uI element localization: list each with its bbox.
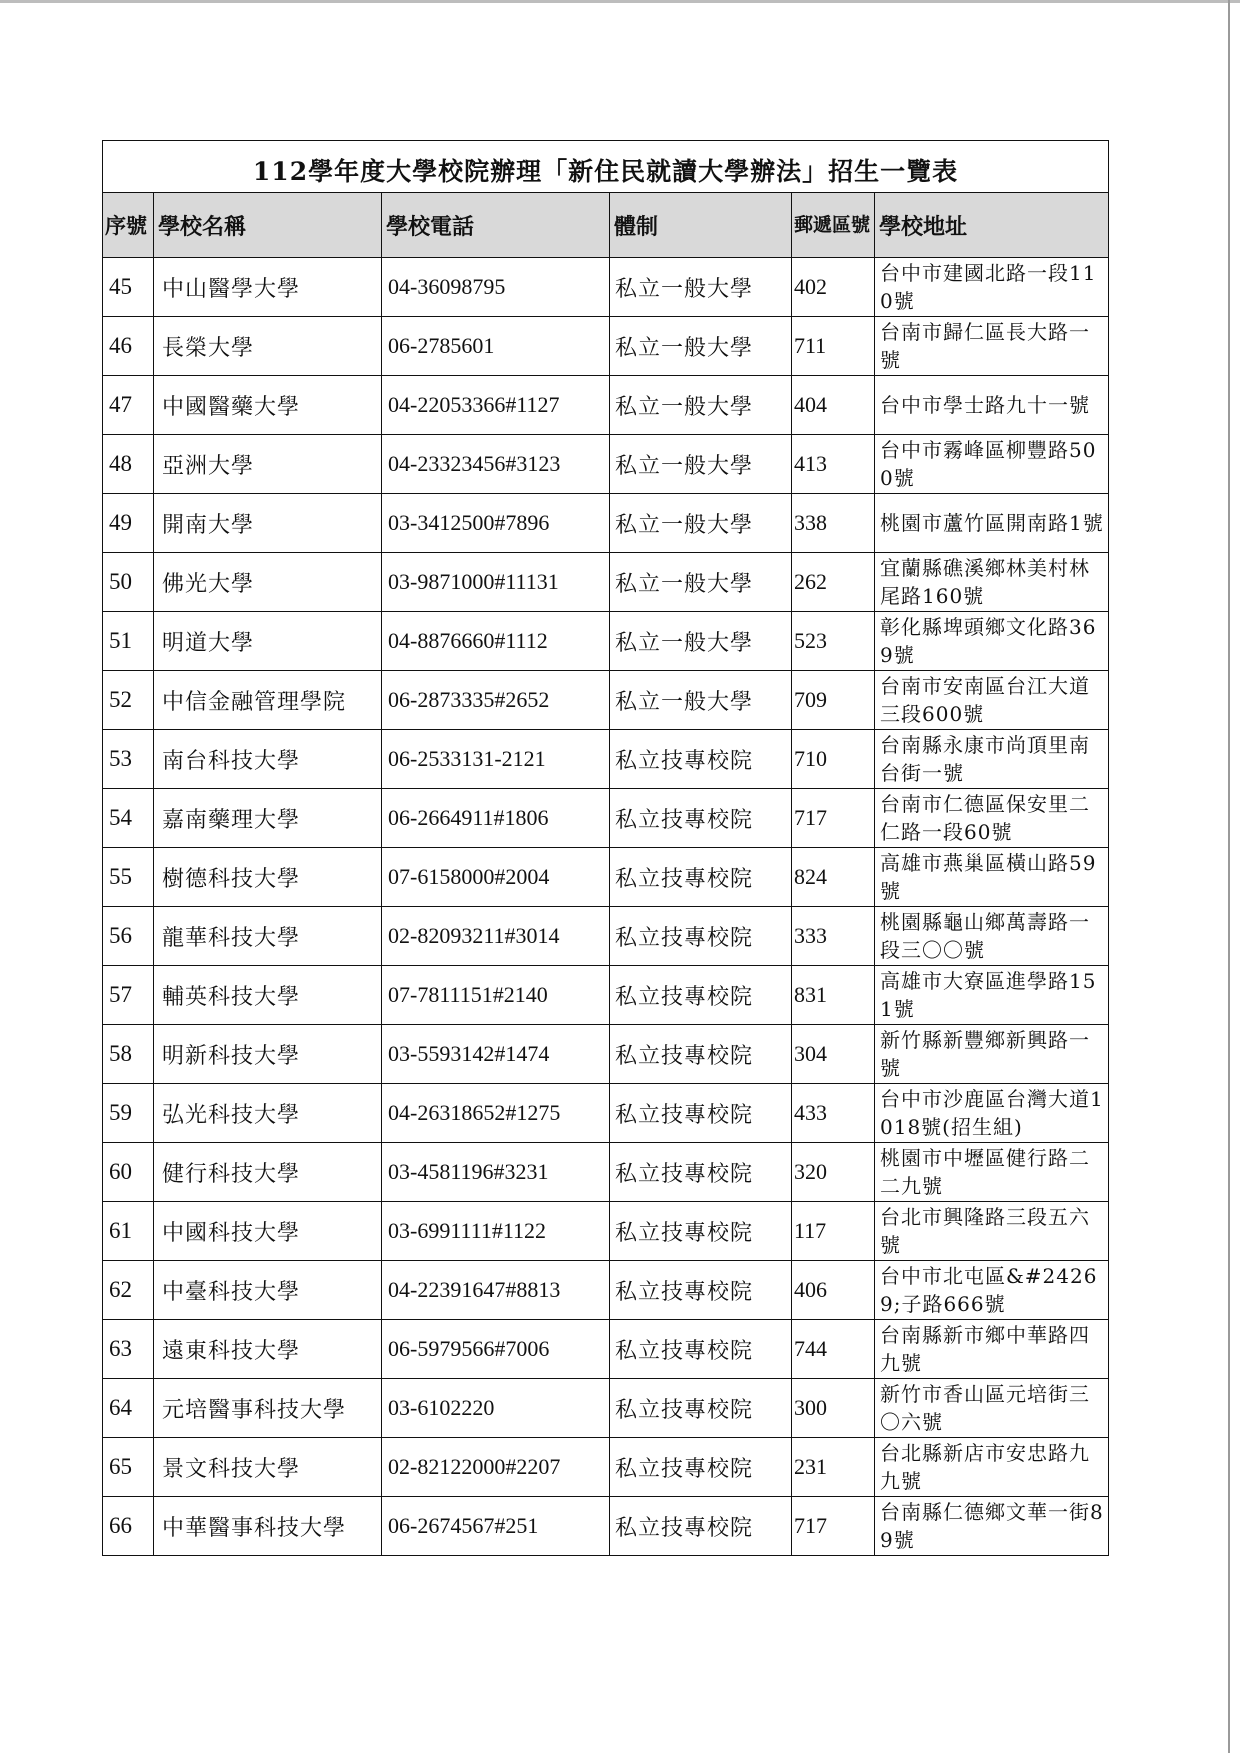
cell-school-name: 輔英科技大學 — [154, 966, 382, 1025]
cell-postal-code: 717 — [792, 789, 875, 848]
cell-school-type: 私立技專校院 — [610, 730, 792, 789]
cell-school-name: 景文科技大學 — [154, 1438, 382, 1497]
table-row — [103, 907, 1109, 966]
cell-phone: 07-6158000#2004 — [382, 848, 610, 907]
cell-address: 台北縣新店市安忠路九九號 — [875, 1438, 1109, 1497]
table-row — [103, 553, 1109, 612]
cell-postal-code: 744 — [792, 1320, 875, 1379]
cell-school-type: 私立技專校院 — [610, 1143, 792, 1202]
cell-postal-code: 117 — [792, 1202, 875, 1261]
cell-seq: 54 — [103, 789, 154, 848]
cell-school-name: 樹德科技大學 — [154, 848, 382, 907]
table-row — [103, 1025, 1109, 1084]
cell-seq: 49 — [103, 494, 154, 553]
table-row — [103, 494, 1109, 553]
table-row — [103, 1320, 1109, 1379]
table-row — [103, 848, 1109, 907]
cell-school-type: 私立技專校院 — [610, 1320, 792, 1379]
table-row — [103, 435, 1109, 494]
cell-postal-code: 338 — [792, 494, 875, 553]
cell-school-name: 佛光大學 — [154, 553, 382, 612]
cell-school-name: 中國科技大學 — [154, 1202, 382, 1261]
cell-postal-code: 406 — [792, 1261, 875, 1320]
cell-school-type: 私立技專校院 — [610, 1025, 792, 1084]
cell-postal-code: 404 — [792, 376, 875, 435]
cell-school-type: 私立技專校院 — [610, 1379, 792, 1438]
cell-phone: 07-7811151#2140 — [382, 966, 610, 1025]
cell-seq: 51 — [103, 612, 154, 671]
table-row — [103, 1261, 1109, 1320]
table-row — [103, 1497, 1109, 1556]
cell-school-name: 元培醫事科技大學 — [154, 1379, 382, 1438]
cell-school-type: 私立技專校院 — [610, 1438, 792, 1497]
cell-phone: 02-82122000#2207 — [382, 1438, 610, 1497]
cell-postal-code: 320 — [792, 1143, 875, 1202]
cell-school-type: 私立技專校院 — [610, 789, 792, 848]
cell-phone: 06-2664911#1806 — [382, 789, 610, 848]
table-row — [103, 317, 1109, 376]
table-title: 112學年度大學校院辦理「新住民就讀大學辦法」招生一覽表 — [103, 141, 1109, 193]
table-row — [103, 376, 1109, 435]
cell-school-name: 開南大學 — [154, 494, 382, 553]
cell-seq: 66 — [103, 1497, 154, 1556]
header-phone: 學校電話 — [382, 193, 610, 258]
cell-phone: 06-2533131-2121 — [382, 730, 610, 789]
header-postal: 郵遞區號 — [792, 193, 875, 258]
cell-seq: 60 — [103, 1143, 154, 1202]
cell-school-type: 私立技專校院 — [610, 848, 792, 907]
cell-seq: 46 — [103, 317, 154, 376]
table-row — [103, 671, 1109, 730]
cell-school-type: 私立一般大學 — [610, 671, 792, 730]
cell-address: 台南縣永康市尚頂里南台街一號 — [875, 730, 1109, 789]
cell-school-name: 南台科技大學 — [154, 730, 382, 789]
cell-school-name: 明道大學 — [154, 612, 382, 671]
cell-address: 新竹市香山區元培街三〇六號 — [875, 1379, 1109, 1438]
cell-seq: 45 — [103, 258, 154, 317]
cell-address: 台中市學士路九十一號 — [875, 376, 1109, 435]
cell-address: 高雄市大寮區進學路151號 — [875, 966, 1109, 1025]
cell-phone: 04-8876660#1112 — [382, 612, 610, 671]
cell-postal-code: 413 — [792, 435, 875, 494]
cell-seq: 61 — [103, 1202, 154, 1261]
cell-address: 桃園市中壢區健行路二二九號 — [875, 1143, 1109, 1202]
cell-school-name: 中山醫學大學 — [154, 258, 382, 317]
cell-phone: 04-22053366#1127 — [382, 376, 610, 435]
cell-address: 彰化縣埤頭鄉文化路369號 — [875, 612, 1109, 671]
cell-phone: 06-2674567#251 — [382, 1497, 610, 1556]
cell-seq: 48 — [103, 435, 154, 494]
cell-address: 台中市霧峰區柳豐路500號 — [875, 435, 1109, 494]
cell-school-type: 私立技專校院 — [610, 1084, 792, 1143]
cell-postal-code: 523 — [792, 612, 875, 671]
table-row — [103, 789, 1109, 848]
cell-school-name: 亞洲大學 — [154, 435, 382, 494]
cell-address: 高雄市燕巢區橫山路59號 — [875, 848, 1109, 907]
cell-school-type: 私立一般大學 — [610, 258, 792, 317]
table-row — [103, 1143, 1109, 1202]
cell-school-name: 中信金融管理學院 — [154, 671, 382, 730]
table-row — [103, 1084, 1109, 1143]
cell-address: 台中市北屯區&#24269;子路666號 — [875, 1261, 1109, 1320]
cell-phone: 02-82093211#3014 — [382, 907, 610, 966]
cell-address: 台南縣仁德鄉文華一街89號 — [875, 1497, 1109, 1556]
cell-phone: 04-22391647#8813 — [382, 1261, 610, 1320]
cell-seq: 62 — [103, 1261, 154, 1320]
cell-phone: 03-5593142#1474 — [382, 1025, 610, 1084]
cell-phone: 04-23323456#3123 — [382, 435, 610, 494]
cell-school-type: 私立一般大學 — [610, 376, 792, 435]
table-body — [103, 258, 1109, 1556]
cell-seq: 50 — [103, 553, 154, 612]
cell-school-type: 私立一般大學 — [610, 612, 792, 671]
cell-postal-code: 709 — [792, 671, 875, 730]
table-row — [103, 1202, 1109, 1261]
cell-postal-code: 300 — [792, 1379, 875, 1438]
cell-address: 桃園縣龜山鄉萬壽路一段三〇〇號 — [875, 907, 1109, 966]
cell-phone: 03-6991111#1122 — [382, 1202, 610, 1261]
cell-postal-code: 433 — [792, 1084, 875, 1143]
cell-school-name: 嘉南藥理大學 — [154, 789, 382, 848]
cell-seq: 64 — [103, 1379, 154, 1438]
cell-postal-code: 333 — [792, 907, 875, 966]
table-row — [103, 1379, 1109, 1438]
cell-school-type: 私立一般大學 — [610, 435, 792, 494]
table-row — [103, 1438, 1109, 1497]
cell-phone: 06-5979566#7006 — [382, 1320, 610, 1379]
cell-school-type: 私立技專校院 — [610, 1261, 792, 1320]
page-edge-top — [0, 0, 1240, 3]
cell-seq: 52 — [103, 671, 154, 730]
cell-school-name: 遠東科技大學 — [154, 1320, 382, 1379]
header-type: 體制 — [610, 193, 792, 258]
table-header-row — [103, 193, 1109, 258]
cell-phone: 04-36098795 — [382, 258, 610, 317]
table-row — [103, 966, 1109, 1025]
cell-school-type: 私立技專校院 — [610, 1497, 792, 1556]
cell-postal-code: 824 — [792, 848, 875, 907]
cell-postal-code: 717 — [792, 1497, 875, 1556]
header-address: 學校地址 — [875, 193, 1109, 258]
cell-seq: 63 — [103, 1320, 154, 1379]
cell-phone: 03-6102220 — [382, 1379, 610, 1438]
cell-postal-code: 711 — [792, 317, 875, 376]
cell-school-name: 中國醫藥大學 — [154, 376, 382, 435]
cell-postal-code: 710 — [792, 730, 875, 789]
cell-seq: 47 — [103, 376, 154, 435]
cell-school-name: 明新科技大學 — [154, 1025, 382, 1084]
cell-phone: 06-2873335#2652 — [382, 671, 610, 730]
cell-phone: 03-9871000#11131 — [382, 553, 610, 612]
cell-address: 台南市仁德區保安里二仁路一段60號 — [875, 789, 1109, 848]
cell-school-type: 私立技專校院 — [610, 1202, 792, 1261]
cell-phone: 06-2785601 — [382, 317, 610, 376]
cell-postal-code: 831 — [792, 966, 875, 1025]
cell-seq: 65 — [103, 1438, 154, 1497]
cell-school-name: 龍華科技大學 — [154, 907, 382, 966]
cell-address: 台中市建國北路一段110號 — [875, 258, 1109, 317]
cell-school-name: 中臺科技大學 — [154, 1261, 382, 1320]
table-row — [103, 730, 1109, 789]
cell-address: 台南縣新市鄉中華路四九號 — [875, 1320, 1109, 1379]
cell-phone: 03-4581196#3231 — [382, 1143, 610, 1202]
cell-school-type: 私立一般大學 — [610, 494, 792, 553]
cell-postal-code: 262 — [792, 553, 875, 612]
cell-phone: 04-26318652#1275 — [382, 1084, 610, 1143]
cell-postal-code: 304 — [792, 1025, 875, 1084]
cell-seq: 56 — [103, 907, 154, 966]
cell-address: 台南市安南區台江大道三段600號 — [875, 671, 1109, 730]
cell-address: 桃園市蘆竹區開南路1號 — [875, 494, 1109, 553]
cell-seq: 53 — [103, 730, 154, 789]
admissions-table — [102, 140, 1109, 1556]
cell-seq: 59 — [103, 1084, 154, 1143]
cell-postal-code: 231 — [792, 1438, 875, 1497]
cell-phone: 03-3412500#7896 — [382, 494, 610, 553]
header-seq: 序號 — [103, 193, 154, 258]
cell-seq: 58 — [103, 1025, 154, 1084]
cell-school-type: 私立技專校院 — [610, 907, 792, 966]
cell-postal-code: 402 — [792, 258, 875, 317]
cell-address: 宜蘭縣礁溪鄉林美村林尾路160號 — [875, 553, 1109, 612]
cell-school-type: 私立一般大學 — [610, 317, 792, 376]
header-name: 學校名稱 — [154, 193, 382, 258]
cell-school-name: 長榮大學 — [154, 317, 382, 376]
cell-seq: 57 — [103, 966, 154, 1025]
page-edge-right — [1228, 0, 1230, 1753]
cell-address: 台南市歸仁區長大路一號 — [875, 317, 1109, 376]
cell-school-type: 私立一般大學 — [610, 553, 792, 612]
cell-seq: 55 — [103, 848, 154, 907]
cell-address: 新竹縣新豐鄉新興路一號 — [875, 1025, 1109, 1084]
cell-school-name: 弘光科技大學 — [154, 1084, 382, 1143]
cell-address: 台中市沙鹿區台灣大道1018號(招生組) — [875, 1084, 1109, 1143]
cell-school-name: 中華醫事科技大學 — [154, 1497, 382, 1556]
cell-school-name: 健行科技大學 — [154, 1143, 382, 1202]
table-row — [103, 612, 1109, 671]
cell-address: 台北市興隆路三段五六號 — [875, 1202, 1109, 1261]
cell-school-type: 私立技專校院 — [610, 966, 792, 1025]
table-row — [103, 258, 1109, 317]
